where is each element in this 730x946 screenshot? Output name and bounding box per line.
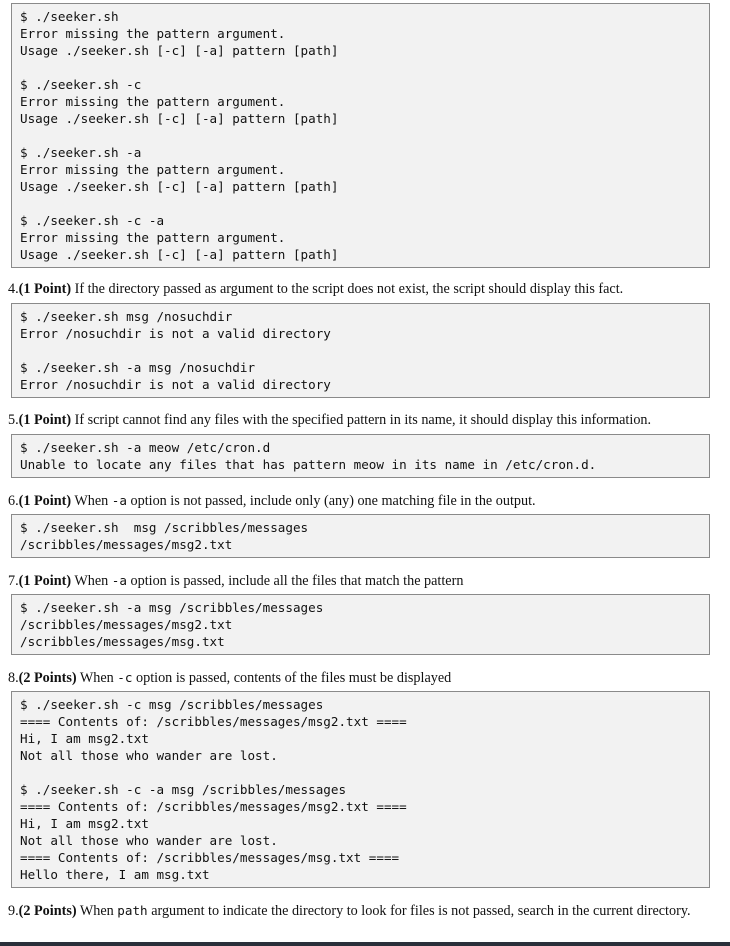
code-block-1 bbox=[11, 3, 710, 268]
output-line: Usage ./seeker.sh [-c] [-a] pattern [path] bbox=[20, 247, 339, 262]
output-line: /scribbles/messages/msg2.txt bbox=[20, 617, 233, 632]
output-line: /scribbles/messages/msg.txt bbox=[20, 634, 225, 649]
question-text-before: When bbox=[71, 573, 112, 589]
question-number: 4. bbox=[8, 281, 19, 297]
question-points: (1 Point) bbox=[18, 412, 72, 428]
output-line: Not all those who wander are lost. bbox=[20, 748, 278, 763]
output-line: Usage ./seeker.sh [-c] [-a] pattern [path] bbox=[20, 111, 339, 126]
question-number: 5. bbox=[8, 412, 19, 428]
code-block-6 bbox=[11, 691, 710, 888]
command-line: $ ./seeker.sh -c bbox=[20, 77, 142, 92]
question-points: (1 Point) bbox=[18, 281, 72, 297]
question-6 bbox=[8, 492, 720, 510]
question-points: (1 Point) bbox=[18, 573, 72, 589]
output-line: ==== Contents of: /scribbles/messages/msg2.txt ==== bbox=[20, 714, 407, 729]
output-line: Error missing the pattern argument. bbox=[20, 26, 286, 41]
output-line: Unable to locate any files that has pattern meow in its name in /etc/cron.d. bbox=[20, 457, 597, 472]
blank-line bbox=[20, 127, 701, 144]
command-line: $ ./seeker.sh bbox=[20, 9, 119, 24]
command-line: $ ./seeker.sh -a msg /scribbles/messages bbox=[20, 600, 324, 615]
bottom-edge-bar bbox=[0, 942, 730, 946]
code-block-4 bbox=[11, 514, 710, 558]
command-line: $ ./seeker.sh -c -a msg /scribbles/messages bbox=[20, 782, 347, 797]
question-7 bbox=[8, 572, 720, 590]
question-points: (1 Point) bbox=[18, 493, 72, 509]
command-line: $ ./seeker.sh -a meow /etc/cron.d bbox=[20, 440, 271, 455]
question-text: If the directory passed as argument to the script does not exist, the script should display this fact. bbox=[71, 281, 624, 297]
question-5 bbox=[8, 412, 720, 429]
question-8 bbox=[8, 669, 720, 687]
command-line: $ ./seeker.sh -a msg /nosuchdir bbox=[20, 360, 256, 375]
question-number: 6. bbox=[8, 493, 19, 509]
question-text-after: argument to indicate the directory to look for files is not passed, search in the current directory. bbox=[147, 903, 691, 919]
inline-code: path bbox=[117, 903, 148, 918]
question-9 bbox=[8, 902, 730, 920]
inline-code: -a bbox=[111, 493, 127, 508]
output-line: Error /nosuchdir is not a valid directory bbox=[20, 377, 331, 392]
output-line: ==== Contents of: /scribbles/messages/msg2.txt ==== bbox=[20, 799, 407, 814]
blank-line bbox=[20, 195, 701, 212]
inline-code: -c bbox=[117, 670, 133, 685]
command-line: $ ./seeker.sh -c -a bbox=[20, 213, 165, 228]
question-text-before: When bbox=[76, 903, 118, 919]
command-line: $ ./seeker.sh -c msg /scribbles/messages bbox=[20, 697, 324, 712]
question-number: 9. bbox=[8, 903, 19, 919]
blank-line bbox=[20, 764, 701, 781]
output-line: /scribbles/messages/msg2.txt bbox=[20, 537, 233, 552]
code-block-2 bbox=[11, 303, 710, 398]
output-line: Hi, I am msg2.txt bbox=[20, 731, 149, 746]
blank-line bbox=[20, 59, 701, 76]
question-number: 8. bbox=[8, 670, 19, 686]
output-line: Error missing the pattern argument. bbox=[20, 230, 286, 245]
output-line: Usage ./seeker.sh [-c] [-a] pattern [path] bbox=[20, 43, 339, 58]
inline-code: -a bbox=[111, 573, 127, 588]
output-line: Error /nosuchdir is not a valid directory bbox=[20, 326, 331, 341]
question-text-before: When bbox=[71, 493, 112, 509]
question-text: If script cannot find any files with the specified pattern in its name, it should display this information. bbox=[71, 412, 652, 428]
command-line: $ ./seeker.sh msg /nosuchdir bbox=[20, 309, 233, 324]
question-text-after: option is passed, include all the files that match the pattern bbox=[126, 573, 464, 589]
blank-line bbox=[20, 342, 701, 359]
command-line: $ ./seeker.sh msg /scribbles/messages bbox=[20, 520, 309, 535]
question-4 bbox=[8, 281, 720, 298]
output-line: Not all those who wander are lost. bbox=[20, 833, 278, 848]
output-line: Error missing the pattern argument. bbox=[20, 162, 286, 177]
code-block-5 bbox=[11, 594, 710, 655]
command-line: $ ./seeker.sh -a bbox=[20, 145, 142, 160]
question-text-after: option is not passed, include only (any) one matching file in the output. bbox=[126, 493, 536, 509]
question-points: (2 Points) bbox=[18, 670, 77, 686]
question-text-after: option is passed, contents of the files must be displayed bbox=[132, 670, 452, 686]
question-points: (2 Points) bbox=[18, 903, 77, 919]
output-line: Error missing the pattern argument. bbox=[20, 94, 286, 109]
output-line: Usage ./seeker.sh [-c] [-a] pattern [path] bbox=[20, 179, 339, 194]
code-block-3 bbox=[11, 434, 710, 478]
output-line: ==== Contents of: /scribbles/messages/msg.txt ==== bbox=[20, 850, 400, 865]
output-line: Hi, I am msg2.txt bbox=[20, 816, 149, 831]
question-text-before: When bbox=[76, 670, 118, 686]
output-line: Hello there, I am msg.txt bbox=[20, 867, 210, 882]
question-number: 7. bbox=[8, 573, 19, 589]
